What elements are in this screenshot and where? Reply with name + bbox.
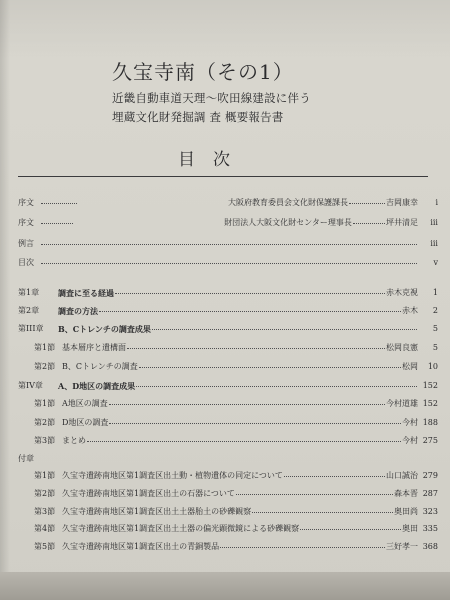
toc-chapter-row (18, 379, 438, 393)
toc-section-title: B、Cトレンチの調査 (62, 362, 138, 371)
toc-section-title: まとめ (62, 436, 86, 445)
toc-front-person: 坪井清足 (386, 218, 418, 227)
toc-front-title: 大阪府教育委員会文化財保護課長 (228, 198, 348, 207)
toc-heading: 目次 (178, 150, 248, 170)
toc-front-person: 吉岡康幸 (386, 198, 418, 207)
toc-section-title: D地区の調査 (62, 418, 109, 427)
dotted-leader (115, 293, 385, 294)
dotted-leader (252, 512, 393, 513)
dotted-leader (109, 404, 385, 405)
toc-section-person: 三好孝一 (386, 542, 418, 551)
toc-section-page: 287 (422, 489, 438, 498)
dotted-leader (41, 223, 73, 224)
dotted-leader (349, 203, 385, 204)
page-bleed (0, 0, 450, 60)
toc-section-label: 第1節 (34, 343, 56, 352)
toc-front-label: 序文 (18, 198, 34, 207)
toc-section-row (34, 341, 438, 355)
toc-rule (18, 176, 428, 177)
dotted-leader (41, 244, 417, 245)
subtitle-line-2: 埋蔵文化財発掘調 査 概要報告書 (112, 110, 284, 124)
toc-section-label: 第3節 (34, 436, 56, 445)
dotted-leader (236, 494, 393, 495)
toc-front-label: 目次 (18, 258, 34, 267)
toc-section-row (34, 434, 438, 448)
toc-section-label: 第3節 (34, 507, 56, 516)
toc-section-person: 松岡 (402, 362, 418, 371)
toc-front-matter-row (18, 256, 438, 270)
toc-appendix-label: 付章 (18, 454, 34, 463)
toc-section-page: 279 (422, 471, 438, 480)
toc-section-person: 奥田 (402, 524, 418, 533)
page-spine-shadow (0, 0, 10, 600)
subtitle-line-1: 近畿自動車道天理～吹田線建設に伴う (112, 91, 311, 105)
toc-section-person: 山口誠治 (386, 471, 418, 480)
toc-chapter-page: 1 (432, 288, 438, 297)
toc-section-person: 今村道雄 (386, 399, 418, 408)
toc-section-row (34, 416, 438, 430)
toc-section-page: 335 (422, 524, 438, 533)
toc-chapter-title: 調査の方法 (58, 306, 98, 316)
toc-chapter-label: 第IV章 (18, 381, 43, 390)
toc-appendix-section-row (34, 505, 438, 519)
dotted-leader (139, 367, 401, 368)
toc-section-row (34, 360, 438, 374)
toc-section-label: 第4節 (34, 524, 56, 533)
dotted-leader (127, 348, 385, 349)
toc-section-label: 第2節 (34, 418, 56, 427)
toc-appendix-section-row (34, 522, 438, 536)
toc-front-page: i (435, 198, 438, 207)
toc-front-matter-row (18, 196, 438, 210)
toc-chapter-row (18, 322, 438, 336)
toc-appendix-section-row (34, 540, 438, 554)
toc-section-title: A地区の調査 (62, 399, 108, 408)
toc-front-label: 例言 (18, 239, 34, 248)
toc-front-page: iii (430, 218, 438, 227)
toc-chapter-label: 第III章 (18, 324, 44, 333)
dotted-leader (41, 203, 77, 204)
toc-section-page: 10 (427, 362, 438, 371)
toc-chapter-row (18, 286, 438, 300)
toc-chapter-person: 赤木 (402, 306, 418, 315)
document-title: 久宝寺南（その1） (112, 60, 294, 84)
toc-appendix-row (18, 452, 438, 466)
toc-chapter-page: 152 (422, 381, 438, 390)
toc-section-label: 第1節 (34, 471, 56, 480)
toc-front-label: 序文 (18, 218, 34, 227)
toc-section-person: 松岡良憲 (386, 343, 418, 352)
toc-section-person: 奥田尚 (394, 507, 418, 516)
toc-section-page: 5 (432, 343, 438, 352)
toc-front-page: v (433, 258, 438, 267)
toc-section-title: 久宝寺遺跡南地区第1調査区出土土器の偏光顕微鏡による砂礫観察 (62, 524, 300, 533)
toc-section-person: 森本晋 (394, 489, 418, 498)
toc-appendix-section-row (34, 469, 438, 483)
toc-chapter-title: 調査に至る経過 (58, 288, 114, 298)
toc-section-person: 今村 (402, 418, 418, 427)
toc-section-title: 久宝寺遺跡南地区第1調査区出土土器胎土の砂礫観察 (62, 507, 252, 516)
toc-section-label: 第2節 (34, 489, 56, 498)
toc-section-title: 久宝寺遺跡南地区第1調査区出土動・植物遺体の同定について (62, 471, 283, 480)
toc-section-title: 久宝寺遺跡南地区第1調査区出土の石器について (62, 489, 235, 498)
dotted-leader (220, 547, 385, 548)
toc-chapter-page: 5 (432, 324, 438, 333)
toc-section-label: 第1節 (34, 399, 56, 408)
toc-chapter-person: 赤木克視 (386, 288, 418, 297)
toc-section-page: 323 (422, 507, 438, 516)
toc-section-row (34, 397, 438, 411)
dotted-leader (41, 263, 417, 264)
dotted-leader (353, 223, 385, 224)
toc-section-page: 188 (422, 418, 438, 427)
dotted-leader (300, 529, 401, 530)
toc-front-matter-row (18, 237, 438, 251)
dotted-leader (284, 476, 385, 477)
toc-chapter-title: B、Cトレンチの調査成果 (58, 324, 151, 334)
toc-section-page: 152 (422, 399, 438, 408)
toc-section-title: 基本層序と遺構面 (62, 343, 126, 352)
toc-section-person: 今村 (402, 436, 418, 445)
toc-section-label: 第2節 (34, 362, 56, 371)
toc-chapter-label: 第2章 (18, 306, 40, 315)
toc-section-page: 275 (422, 436, 438, 445)
toc-chapter-row (18, 304, 438, 318)
toc-chapter-label: 第1章 (18, 288, 40, 297)
toc-section-title: 久宝寺遺跡南地区第1調査区出土の青銅製品 (62, 542, 220, 551)
page-edge-shadow (0, 572, 450, 600)
dotted-leader (152, 329, 417, 330)
toc-front-page: iii (430, 239, 438, 248)
toc-front-title: 財団法人大阪文化財センター理事長 (224, 218, 352, 227)
dotted-leader (99, 311, 401, 312)
toc-section-label: 第5節 (34, 542, 56, 551)
toc-chapter-page: 2 (432, 306, 438, 315)
toc-appendix-section-row (34, 487, 438, 501)
dotted-leader (109, 423, 401, 424)
toc-section-page: 368 (422, 542, 438, 551)
dotted-leader (87, 441, 401, 442)
toc-chapter-title: A、D地区の調査成果 (58, 381, 136, 391)
dotted-leader (136, 386, 417, 387)
toc-front-matter-row (18, 216, 438, 230)
